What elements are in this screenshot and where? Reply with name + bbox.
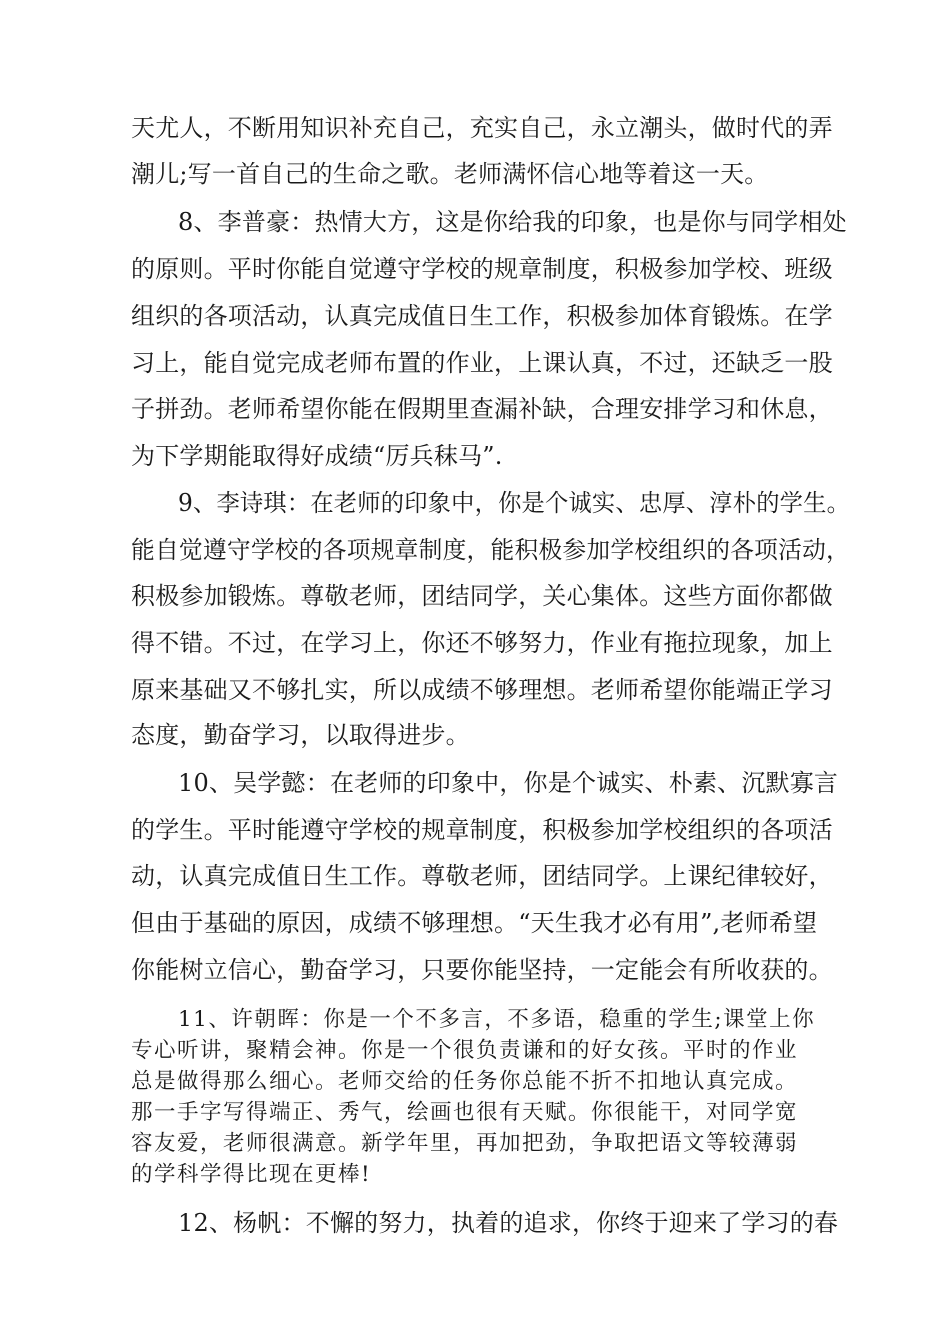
text-line: 总是做得那么细心。老师交给的任务你总能不折不扣地认真完成。 (131, 1069, 799, 1094)
text-line: 子拼劲。老师希望你能在假期里查漏补缺，合理安排学习和休息， (131, 395, 833, 423)
text-line: 原来基础又不够扎实，所以成绩不够理想。老师希望你能端正学习 (131, 676, 833, 704)
text-line: 能自觉遵守学校的各项规章制度，能积极参加学校组织的各项活动， (131, 536, 851, 564)
text-line: 积极参加锻炼。尊敬老师，团结同学，关心集体。这些方面你都做 (131, 582, 833, 610)
comment-heading-line: 11、许朝晖：你是一个不多言，不多语，稳重的学生;课堂上你 (178, 1007, 816, 1032)
text-line: 的原则。平时你能自觉遵守学校的规章制度，积极参加学校、班级 (131, 255, 833, 283)
text-line: 得不错。不过，在学习上，你还不够努力，作业有拖拉现象，加上 (131, 629, 833, 657)
text-line: 你能树立信心，勤奋学习，只要你能坚持，一定能会有所收获的。 (131, 956, 833, 984)
text-line: 那一手字写得端正、秀气，绘画也很有天赋。你很能干，对同学宽 (131, 1100, 799, 1125)
comment-heading-line: 10、吴学懿：在老师的印象中，你是个诚实、朴素、沉默寡言 (178, 769, 839, 797)
text-line: 潮儿;写一首自己的生命之歌。老师满怀信心地等着这一天。 (131, 160, 769, 188)
text-line: 组织的各项活动，认真完成值日生工作，积极参加体育锻炼。在学 (131, 302, 833, 330)
text-line: 但由于基础的原因，成绩不够理想。“天生我才必有用”,老师希望 (131, 909, 818, 937)
comment-heading-line: 12、杨帆：不懈的努力，执着的追求，你终于迎来了学习的春 (178, 1209, 839, 1237)
text-line: 天尤人，不断用知识补充自己，充实自己，永立潮头，做时代的弄 (131, 114, 833, 142)
text-line: 专心听讲，聚精会神。你是一个很负责谦和的好女孩。平时的作业 (131, 1038, 799, 1063)
text-line: 的学生。平时能遵守学校的规章制度，积极参加学校组织的各项活 (131, 816, 833, 844)
text-line: 动，认真完成值日生工作。尊敬老师，团结同学。上课纪律较好， (131, 862, 833, 890)
comment-heading-line: 9、李诗琪：在老师的印象中，你是个诚实、忠厚、淳朴的学生。 (178, 489, 851, 517)
comment-heading-line: 8、李普豪：热情大方，这是你给我的印象，也是你与同学相处 (178, 208, 847, 236)
text-line: 态度，勤奋学习，以取得进步。 (131, 721, 470, 749)
text-line: 为下学期能取得好成绩“厉兵秣马”. (131, 442, 503, 470)
text-line: 容友爱，老师很满意。新学年里，再加把劲，争取把语文等较薄弱 (131, 1131, 799, 1156)
text-line: 习上，能自觉完成老师布置的作业，上课认真，不过，还缺乏一股 (131, 349, 833, 377)
text-line: 的学科学得比现在更棒! (131, 1162, 372, 1187)
